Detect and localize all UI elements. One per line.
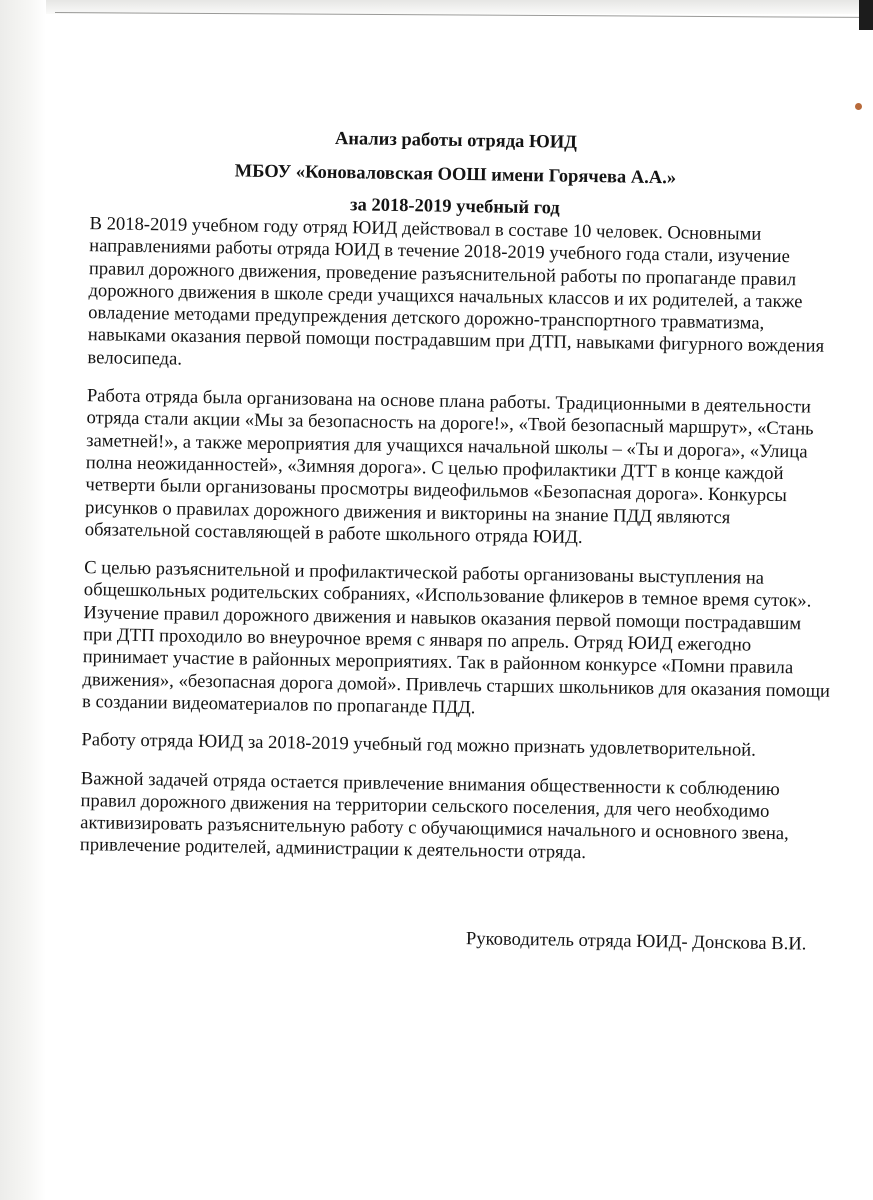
paragraph-overview: В 2018-2019 учебном году отряд ЮИД действовал в составе 10 человек. Основными направлениями работы отряда ЮИД в течение 2018-2019 учебного года стали, изучение правил дорожного движения, проведение разъяснительной работы по пропаганде правил дорожного движения в школе среди учащихся начальных классов и их родителей, а также овладение методами предупреждения детского дорожно-транспортного травматизма, навыками оказания первой помощи пострадавшим при ДТП, навыками фигурного вождения велосипеда. (87, 213, 825, 370)
document-body (79, 213, 837, 884)
paragraph-activities: Работа отряда была организована на основе плана работы. Традиционными в деятельности отряда стали акции «Мы за безопасность на дороге!», «Твой безопасный маршрут», «Стань заметней!», а также мероприятия для учащихся начальной школы – «Ты и дорога», «Улица полна неожиданностей», «Зимняя дорога». С целью профилактики ДТТ в конце каждой четверти были организованы просмотры видеофильмов «Безопасная дорога». Конкурсы рисунков о правилах дорожного движения и викторины на знание ПДД являются обязательной составляющей в работе школьного отряда ЮИД. (84, 385, 814, 548)
school-name: МБОУ «Коноваловская ООШ имени Горячева А.А.» (234, 161, 677, 189)
signature-line: Руководитель отряда ЮИД- Донскова В.И. (465, 928, 807, 955)
document-title: Анализ работы отряда ЮИД (334, 128, 578, 153)
paragraph-tasks: Важной задачей отряда остается привлечение внимания общественности к соблюдению правил дорожного движения на территории сельского поселения, для чего необходимо активизировать разъяснительную работу с обучающимися начального и основного звена, привлечение родителей, администрации к деятельности отряда. (79, 767, 789, 864)
paragraph-outreach: С целью разъяснительной и профилактической работы организованы выступления на общешкольных родительских собраниях, «Использование фликеров в темное время суток». Изучение правил дорожного движения и навыков оказания первой помощи пострадавшим при ДТП проходило во внеурочное время с января по апрель. Отряд ЮИД ежегодно принимает участие в районных мероприятиях. Так в районном конкурсе «Помни правила движения», «безопасная дорога домой». Привлечь старших школьников для оказания помощи в создании видеоматериалов по пропаганде ПДД. (81, 557, 831, 719)
school-year: за 2018-2019 учебный год (349, 195, 560, 219)
paragraph-conclusion: Работу отряда ЮИД за 2018-2019 учебный год можно признать удовлетворительной. (81, 729, 757, 761)
